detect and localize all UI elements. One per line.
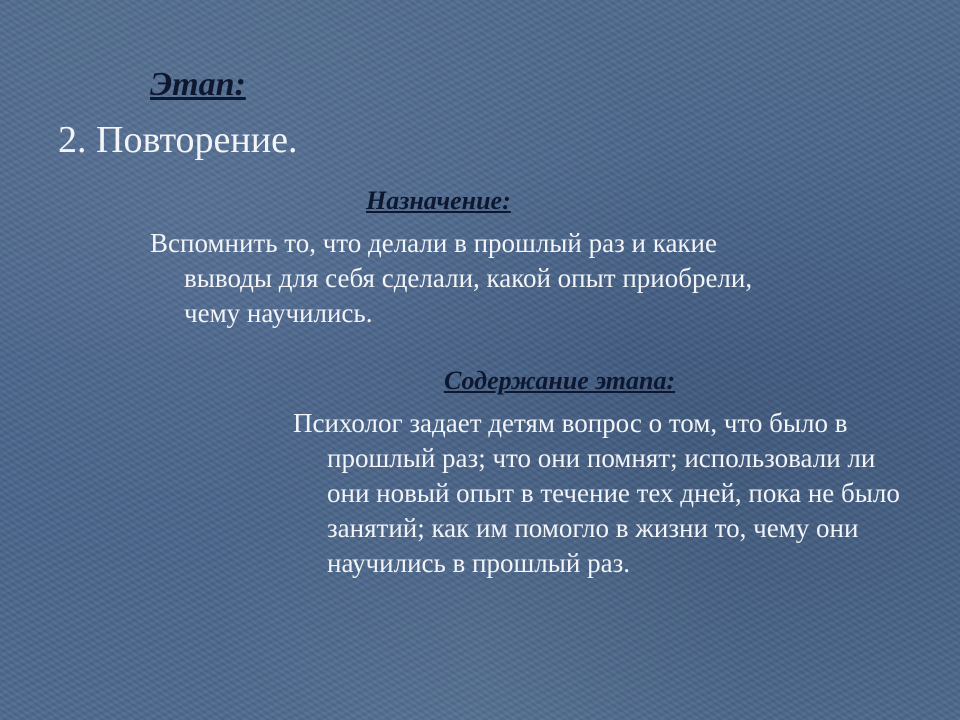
content-heading: Содержание этапа: bbox=[444, 366, 676, 395]
purpose-heading: Назначение: bbox=[366, 186, 511, 215]
stage-label: Этап: bbox=[150, 66, 246, 103]
content-text: Психолог задает детям вопрос о том, что было в прошлый раз; что они помнят; использовали ли они новый опыт в течение тех дней, пока не было занятий; как им помогло в жизни то, чему они научились в прошлый раз. bbox=[293, 408, 900, 578]
purpose-text: Вспомнить то, что делали в прошлый раз и какие выводы для себя сделали, какой опыт приобрели, чему научились. bbox=[150, 228, 753, 328]
stage-title: 2. Повторение. bbox=[58, 119, 298, 161]
